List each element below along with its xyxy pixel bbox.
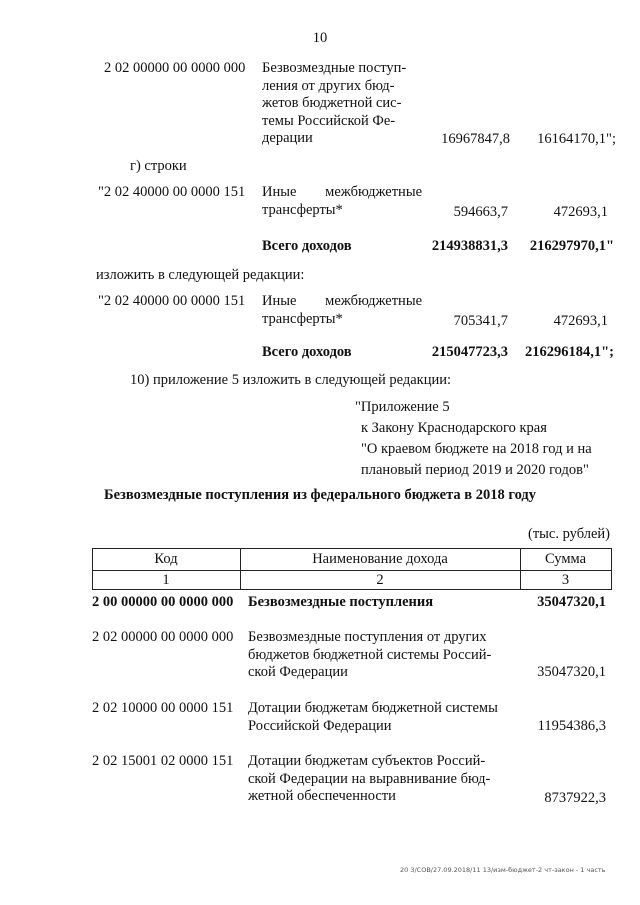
cell-name-line: бюджетов бюджетной системы Россий- xyxy=(248,646,492,663)
cell-code: 2 02 15001 02 0000 151 xyxy=(92,753,234,769)
cell-name-line: ской Федерации xyxy=(248,664,348,680)
cell-name xyxy=(248,700,520,735)
footer-file-path: 20 3/СОВ/27.09.2018/11 13/изм-бюджет-2 чт-закон - 1 часть xyxy=(400,866,606,874)
header-num-1: 1 xyxy=(162,572,170,588)
row1-name-line: темы Российской Фе- xyxy=(262,112,396,129)
item-10: 10) приложение 5 изложить в следующей редакции: xyxy=(130,372,452,388)
cell-name xyxy=(248,629,520,682)
header-sum: Сумма xyxy=(544,551,587,567)
row3-value-2019: 472693,1 xyxy=(553,313,608,329)
row3-value-2018: 705341,7 xyxy=(453,313,508,329)
table-border-mid xyxy=(92,570,612,571)
row3-name-line: трансферты* xyxy=(262,310,343,327)
item-g: г) строки xyxy=(130,158,187,174)
cell-code: 2 00 00000 00 0000 000 xyxy=(92,594,234,610)
header-name: Наименование дохода xyxy=(312,551,448,567)
total1-value-2019: 216297970,1" xyxy=(529,238,614,254)
row1-code: 2 02 00000 00 0000 000 xyxy=(104,60,246,76)
row2-name-line xyxy=(262,184,422,202)
row2-name-line: трансферты* xyxy=(262,201,343,218)
appendix-line: "Приложение 5 xyxy=(355,399,450,415)
appendix-reference xyxy=(355,397,592,481)
row1-value-2018: 16967847,8 xyxy=(441,131,510,147)
table-title: Безвозмездные поступления из федерального бюджета в 2018 году xyxy=(103,487,537,503)
cell-code: 2 02 10000 00 0000 151 xyxy=(92,700,234,716)
row2-word: межбюджетные xyxy=(325,184,422,200)
header-num-3: 3 xyxy=(561,572,570,588)
total1-value-2018: 214938831,3 xyxy=(431,238,508,254)
row3-code: "2 02 40000 00 0000 151 xyxy=(98,293,246,309)
table-border-bottom xyxy=(92,589,612,590)
cell-sum: 8737922,3 xyxy=(544,790,606,806)
table-border-top xyxy=(92,548,612,549)
row2-code: "2 02 40000 00 0000 151 xyxy=(98,184,246,200)
units-label: (тыс. рублей) xyxy=(528,526,610,542)
row3-word: Иные xyxy=(262,293,297,309)
row1-name-line: ления от других бюд- xyxy=(262,77,395,94)
cell-sum: 11954386,3 xyxy=(537,718,606,734)
cell-name-line: Безвозмездные поступления от других xyxy=(248,629,487,645)
cell-name-line: ской Федерации на выравнивание бюд- xyxy=(248,770,491,787)
row2-value-2019: 472693,1 xyxy=(553,204,608,220)
header-num-2: 2 xyxy=(376,572,384,588)
total2-value-2019: 216296184,1"; xyxy=(524,344,614,360)
instruction-text: изложить в следующей редакции: xyxy=(96,267,305,283)
cell-code: 2 02 00000 00 0000 000 xyxy=(92,629,234,645)
row1-name xyxy=(262,60,422,148)
appendix-line: к Закону Краснодарского края xyxy=(361,420,547,436)
cell-name-line: Российской Федерации xyxy=(248,717,392,734)
header-code: Код xyxy=(154,551,178,567)
appendix-line: плановый период 2019 и 2020 годов" xyxy=(361,462,589,478)
total1-label: Всего доходов xyxy=(262,238,352,254)
table-border-right xyxy=(611,548,612,590)
total2-value-2018: 215047723,3 xyxy=(431,344,508,360)
row3-name-line xyxy=(262,293,422,311)
total2-label: Всего доходов xyxy=(262,344,352,360)
row2-value-2018: 594663,7 xyxy=(453,204,508,220)
row2-name xyxy=(262,184,422,219)
cell-name: Безвозмездные поступления xyxy=(248,594,434,610)
row1-name-line: дерации xyxy=(262,130,313,146)
cell-sum: 35047320,1 xyxy=(537,664,606,680)
row1-name-line: Безвозмездные поступ- xyxy=(262,60,407,76)
page-number: 10 xyxy=(312,30,328,46)
row3-name xyxy=(262,293,422,328)
row3-word: межбюджетные xyxy=(325,293,422,309)
row2-word: Иные xyxy=(262,184,297,200)
appendix-line: "О краевом бюджете на 2018 год и на xyxy=(361,441,592,457)
row1-value-2019: 16164170,1"; xyxy=(537,131,616,147)
cell-sum: 35047320,1 xyxy=(537,594,606,610)
cell-name-line: Дотации бюджетам субъектов Россий- xyxy=(248,753,486,769)
cell-name-line: Дотации бюджетам бюджетной системы xyxy=(248,700,498,716)
cell-name xyxy=(248,753,520,806)
row1-name-line: жетов бюджетной сис- xyxy=(262,95,402,111)
cell-name-line: жетной обеспеченности xyxy=(248,788,396,804)
